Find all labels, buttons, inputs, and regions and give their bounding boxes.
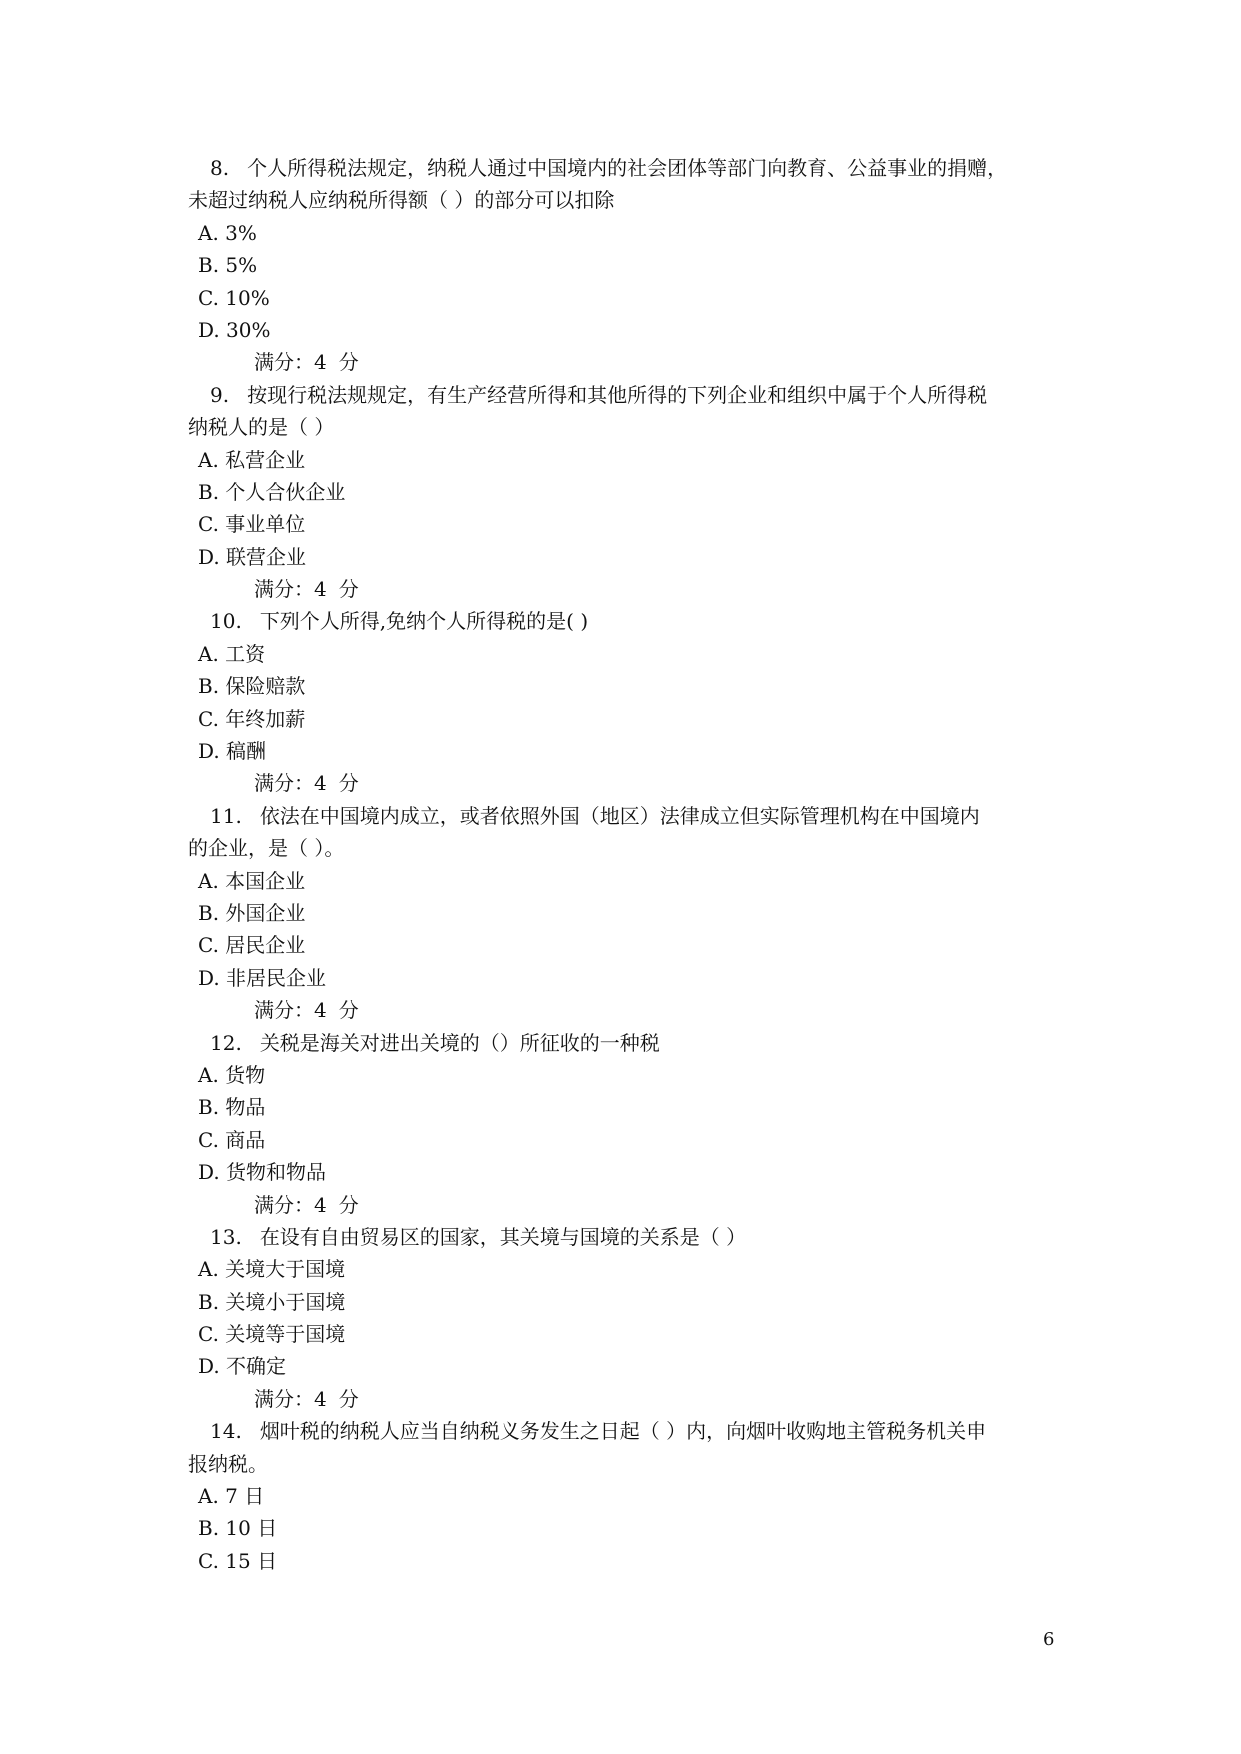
question-text-continued: 未超过纳税人应纳税所得额（ ）的部分可以扣除 — [188, 188, 615, 213]
score-label: 满分：4 — [254, 771, 327, 796]
question-number: 10. — [210, 609, 242, 634]
question-stem-line — [188, 1027, 1068, 1059]
answer-option: D. 稿酬 — [198, 739, 267, 764]
score-label: 满分：4 — [254, 350, 327, 375]
question-text: 在设有自由贸易区的国家，其关境与国境的关系是（ ） — [259, 1224, 747, 1249]
question-block — [188, 379, 1068, 606]
question-text-continued: 纳税人的是（ ） — [188, 415, 335, 440]
question-text-continued: 报纳税。 — [188, 1451, 268, 1476]
score-label: 满分：4 — [254, 1386, 327, 1411]
question-text: 关税是海关对进出关境的（）所征收的一种税 — [259, 1030, 660, 1055]
answer-option: A. 关境大于国境 — [198, 1257, 346, 1282]
answer-option: B. 5% — [198, 253, 258, 278]
answer-option: A. 工资 — [198, 641, 266, 666]
answer-option: D. 货物和物品 — [198, 1160, 327, 1185]
answer-option: A. 货物 — [198, 1062, 266, 1087]
page-number: 6 — [1043, 1629, 1055, 1650]
question-block — [188, 605, 1068, 799]
score-unit: 分 — [338, 1386, 359, 1411]
answer-option: B. 保险赔款 — [198, 674, 306, 699]
score-line — [188, 994, 1068, 1026]
score-unit: 分 — [338, 1192, 359, 1217]
question-number: 11. — [210, 803, 242, 828]
answer-option: C. 年终加薪 — [198, 706, 306, 731]
question-stem-line — [188, 152, 1068, 184]
question-text: 依法在中国境内成立，或者依照外国（地区）法律成立但实际管理机构在中国境内 — [259, 803, 980, 828]
score-line — [188, 1189, 1068, 1221]
question-text: 按现行税法规规定，有生产经营所得和其他所得的下列企业和组织中属于个人所得税 — [247, 382, 988, 407]
score-label: 满分：4 — [254, 577, 327, 602]
question-text: 个人所得税法规定，纳税人通过中国境内的社会团体等部门向教育、公益事业的捐赠， — [247, 156, 1008, 180]
answer-option: C. 10% — [198, 285, 270, 310]
question-block — [188, 152, 1068, 379]
question-stem-line — [188, 605, 1068, 637]
score-unit: 分 — [338, 350, 359, 375]
answer-option: C. 商品 — [198, 1127, 266, 1152]
answer-option: A. 3% — [198, 220, 257, 245]
question-text: 烟叶税的纳税人应当自纳税义务发生之日起（ ）内，向烟叶收购地主管税务机关申 — [259, 1419, 987, 1444]
question-number: 14. — [210, 1419, 242, 1444]
answer-option: B. 关境小于国境 — [198, 1289, 346, 1314]
answer-option: C. 居民企业 — [198, 933, 306, 958]
question-block — [188, 800, 1068, 1027]
answer-option: C. 关境等于国境 — [198, 1322, 346, 1347]
question-number: 8. — [210, 156, 230, 180]
question-text: 下列个人所得,免纳个人所得税的是( ) — [259, 609, 589, 634]
question-list — [188, 152, 1068, 1577]
score-unit: 分 — [338, 998, 359, 1023]
score-unit: 分 — [338, 771, 359, 796]
score-label: 满分：4 — [254, 998, 327, 1023]
question-number: 13. — [210, 1224, 242, 1249]
answer-option: A. 私营企业 — [198, 447, 306, 472]
score-line — [188, 346, 1068, 378]
score-line — [188, 1383, 1068, 1415]
question-number: 9. — [210, 382, 230, 407]
question-block — [188, 1027, 1068, 1221]
answer-option: D. 联营企业 — [198, 544, 307, 569]
answer-option: B. 10 日 — [198, 1516, 278, 1541]
question-stem-line — [188, 1221, 1068, 1253]
answer-option: B. 个人合伙企业 — [198, 479, 346, 504]
answer-option: D. 30% — [198, 317, 271, 342]
score-line — [188, 767, 1068, 799]
answer-option: D. 不确定 — [198, 1354, 287, 1379]
answer-option: C. 事业单位 — [198, 512, 306, 537]
question-block — [188, 1221, 1068, 1415]
question-stem-line — [188, 800, 1068, 832]
score-unit: 分 — [338, 577, 359, 602]
question-stem-line — [188, 379, 1068, 411]
score-line — [188, 573, 1068, 605]
answer-option: C. 15 日 — [198, 1548, 278, 1573]
answer-option: B. 外国企业 — [198, 900, 306, 925]
answer-option: A. 本国企业 — [198, 868, 306, 893]
answer-option: D. 非居民企业 — [198, 965, 327, 990]
answer-option: B. 物品 — [198, 1095, 266, 1120]
score-label: 满分：4 — [254, 1192, 327, 1217]
question-text-continued: 的企业，是（ ）。 — [188, 836, 345, 861]
question-block — [188, 1415, 1068, 1577]
answer-option: A. 7 日 — [198, 1484, 265, 1509]
question-stem-line — [188, 1415, 1068, 1447]
question-number: 12. — [210, 1030, 242, 1055]
